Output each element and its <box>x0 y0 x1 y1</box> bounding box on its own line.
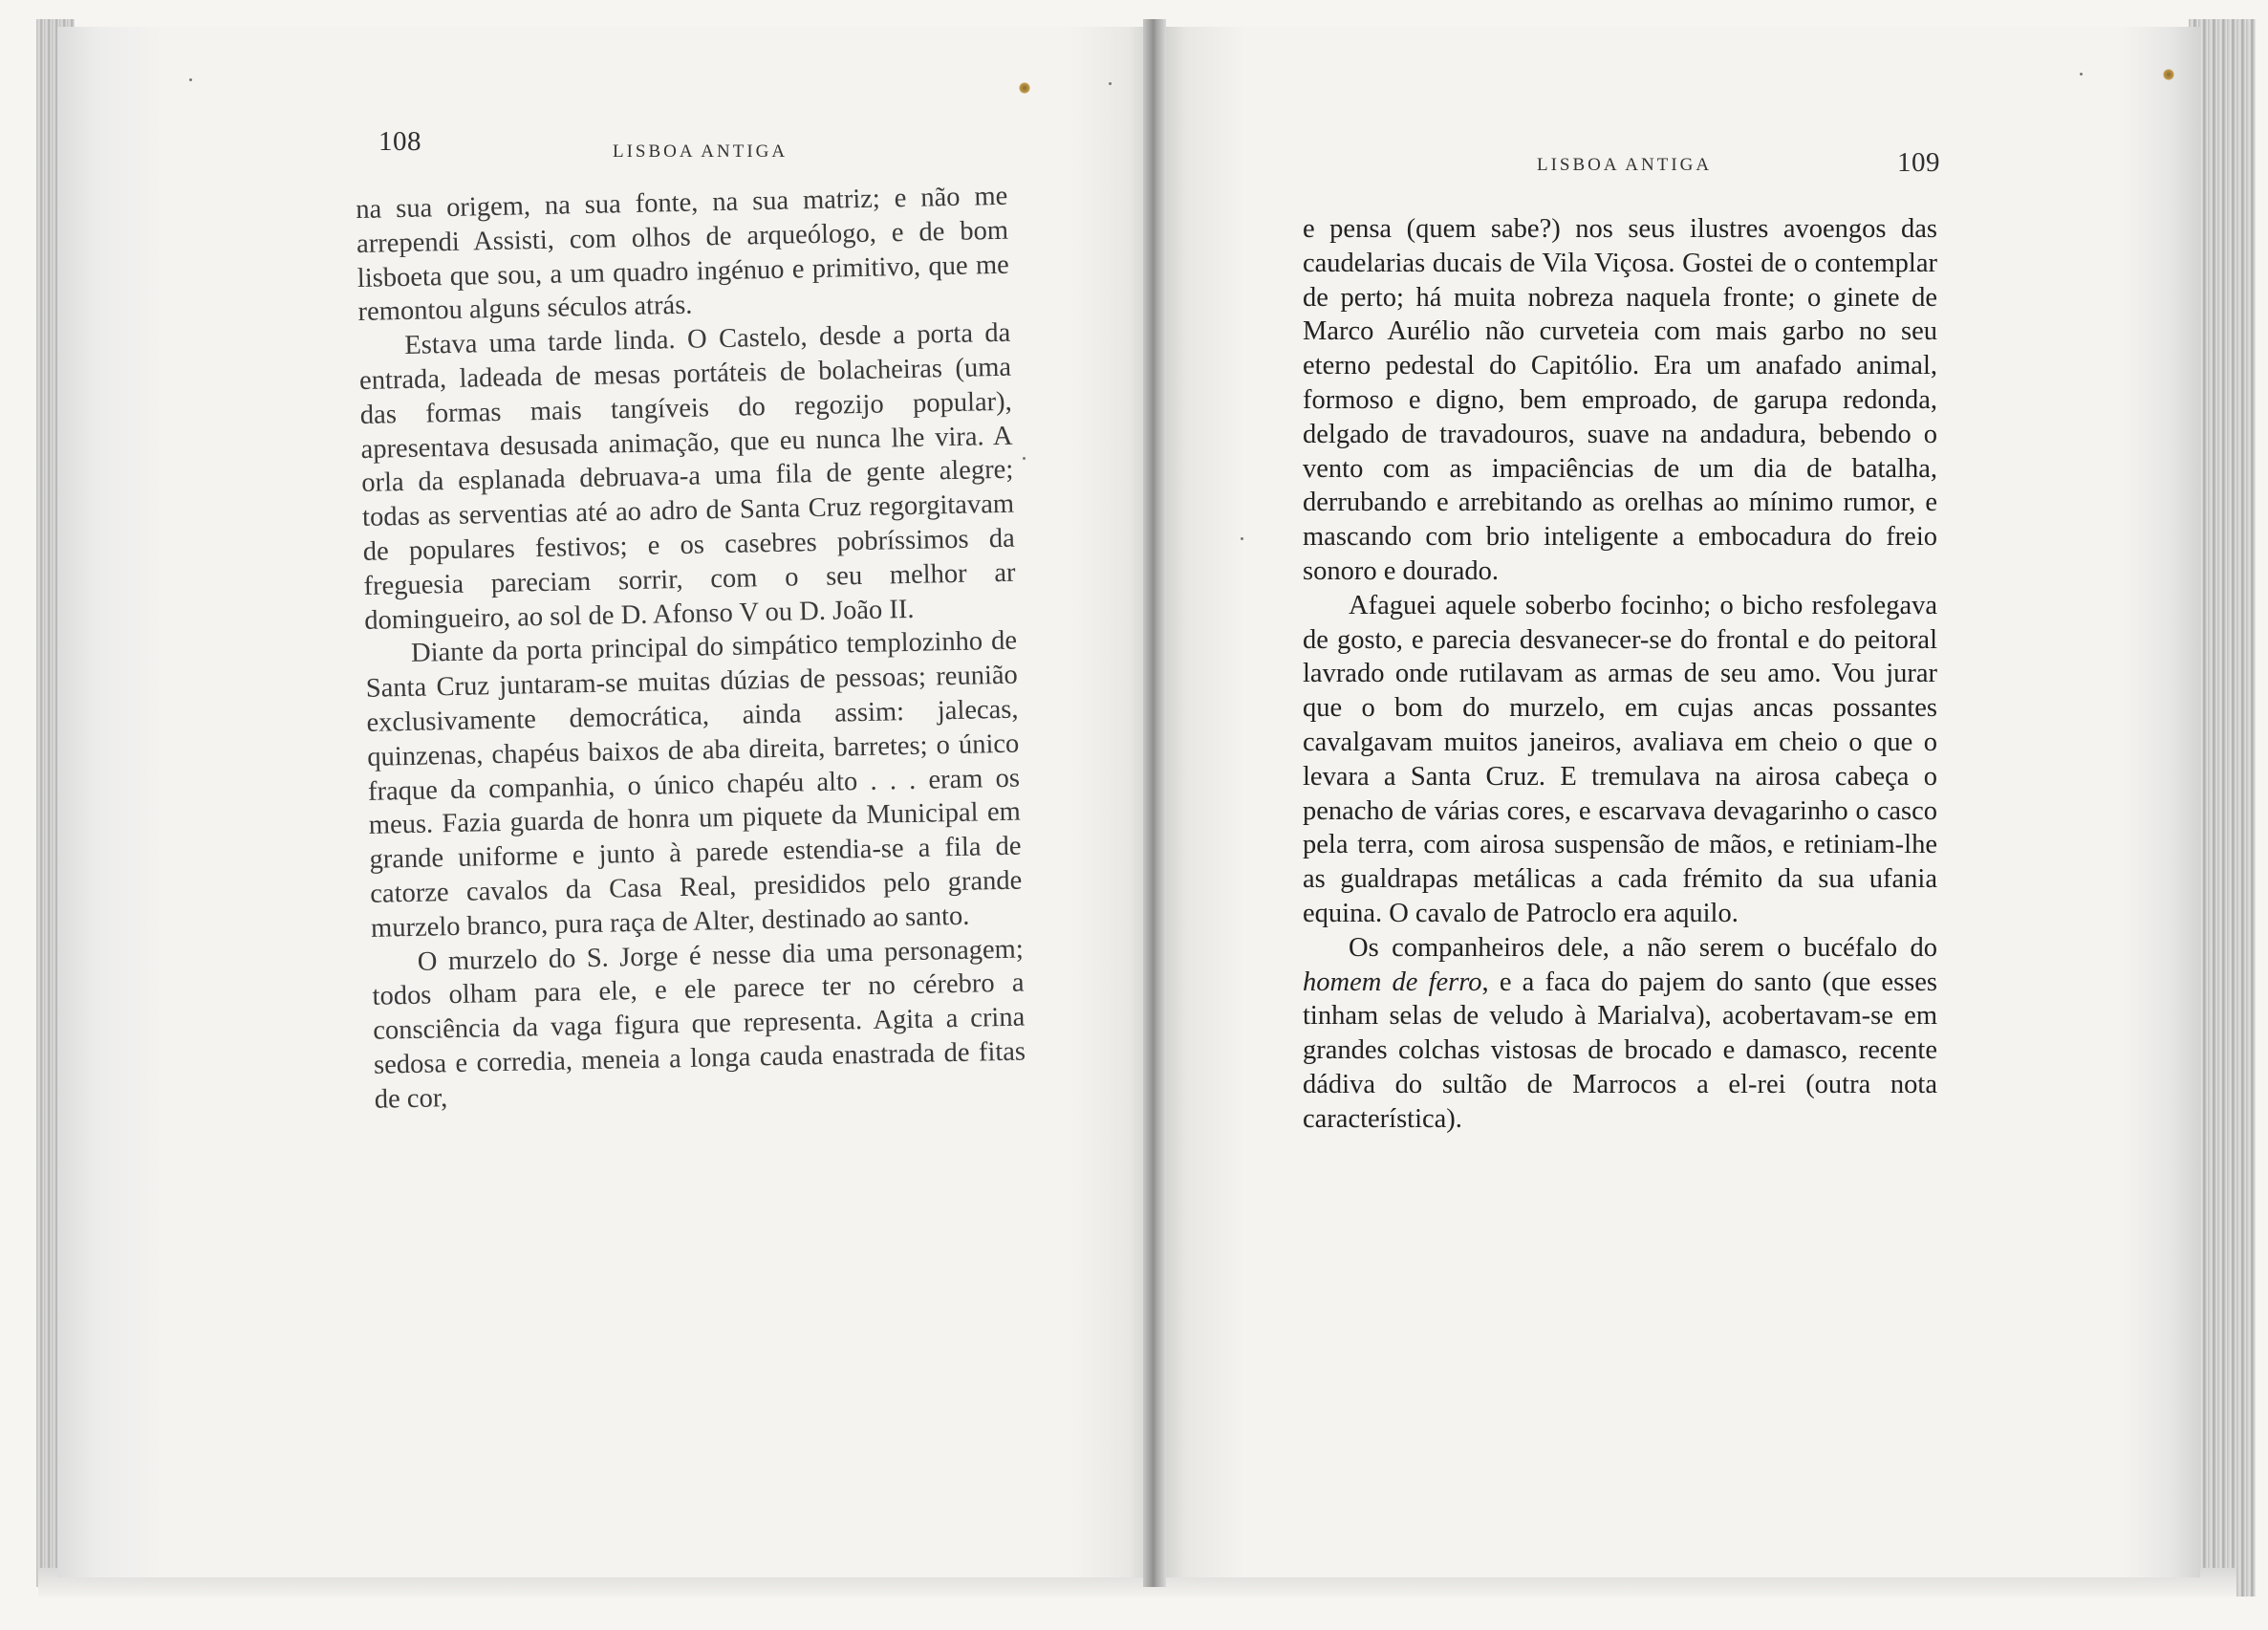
paragraph <box>1303 931 1937 1137</box>
paper-speck <box>2080 73 2083 76</box>
paragraph: Afaguei aquele soberbo focinho; o bicho resfolegava de gosto, e parecia desvanecer-se do frontal e do peitoral lavrado onde rutilavam as armas de seu amo. Vou jurar que o bom do murzelo, em cujas ancas possantes cavalgavam muitos janeiros, avaliava em cheio o que o levara a Santa Cruz. E tremulava na airosa cabeça o penacho de várias cores, e escarvava devagarinho o casco pela terra, com airosa suspensão de mãos, e retiniam-lhe as gualdrapas metálicas a cada frémito da sua ufania equina. O cavalo de Patroclo era aquilo. <box>1303 590 1937 928</box>
running-head-left: LISBOA ANTIGA <box>613 141 788 162</box>
paragraph: na sua origem, na sua fonte, na sua matriz; e não me arrependi Assisti, com olhos de arqueólogo, e de bom lisboeta que sou, a um quadro ingénuo e primitivo, que me remontou alguns séculos atrás. <box>356 181 1010 328</box>
right-page-text <box>1303 212 1937 1137</box>
book-gutter <box>1143 19 1166 1587</box>
running-head-right: LISBOA ANTIGA <box>1537 155 1713 175</box>
paragraph: Estava uma tarde linda. O Castelo, desde a porta da entrada, ladeada de mesas portáteis de bolacheiras (uma das formas mais tangíveis do regozijo popular), apresentava desusada animação, que eu nunca lhe vira. A orla da esplanada debruava-a uma fila de gente alegre; todas as serventias até ao adro de Santa Cruz regorgitavam de populares festivos; e os casebres pobríssimos da freguesia pareciam sorrir, com o seu melhor ar domingueiro, ao sol de D. Afonso V ou D. João II. <box>358 317 1016 636</box>
page-number-left: 108 <box>378 126 421 157</box>
left-page-text <box>356 180 1026 1118</box>
paper-speck <box>1023 457 1026 460</box>
paper-mark <box>2163 69 2174 80</box>
paragraph-text: , e a faca do pajem do santo (que esses tinham selas de veludo à Marialva), acobertavam-se em grandes colchas vistosas de brocado e damasco, recente dádiva do sultão de Marrocos a el-rei (outra nota característica). <box>1303 967 1937 1134</box>
paragraph: e pensa (quem sabe?) nos seus ilustres avoengos das caudelarias ducais de Vila Viçosa. Gostei de o contemplar de perto; há muita nobreza naquela fronte; o ginete de Marco Aurélio não curveteia com mais garbo no seu eterno pedestal do Capitólio. Era um anafado animal, formoso e digno, bem emproado, de garupa redonda, delgado de travadouros, suave na andadura, bebendo o vento com as impaciências de um dia de batalha, derrubando e arrebitando as orelhas ao mínimo rumor, e mascando com brio inteligente a embocadura do freio sonoro e dourado. <box>1303 214 1937 586</box>
page-number-right: 109 <box>1897 147 1940 178</box>
paragraph: O murzelo do S. Jorge é nesse dia uma personagem; todos olham para ele, e ele parece ter no cérebro a consciência da vaga figura que representa. Agita a crina sedosa e corredia, meneia a longa cauda enastrada de fitas de cor, <box>372 934 1026 1115</box>
paragraph-text: Os companheiros dele, a não serem o bucéfalo do <box>1349 932 1937 963</box>
paper-speck <box>1241 537 1243 540</box>
italic-phrase: homem de ferro <box>1303 967 1482 997</box>
paper-mark <box>1019 82 1030 94</box>
paper-speck <box>1109 82 1112 85</box>
paragraph: Diante da porta principal do simpático templozinho de Santa Cruz juntaram-se muitas dúzias de pessoas; reunião exclusivamente democrática, ainda assim: jalecas, quinzenas, chapéus baixos de aba direita, barretes; o único fraque da companhia, o único chapéu alto . . . eram os meus. Fazia guarda de honra um piquete da Municipal em grande uniforme e junto à parede estendia-se a fila de catorze cavalos da Casa Real, presididos pelo grande murzelo branco, pura raça de Alter, destinado ao santo. <box>365 625 1023 944</box>
paper-speck <box>189 78 192 81</box>
